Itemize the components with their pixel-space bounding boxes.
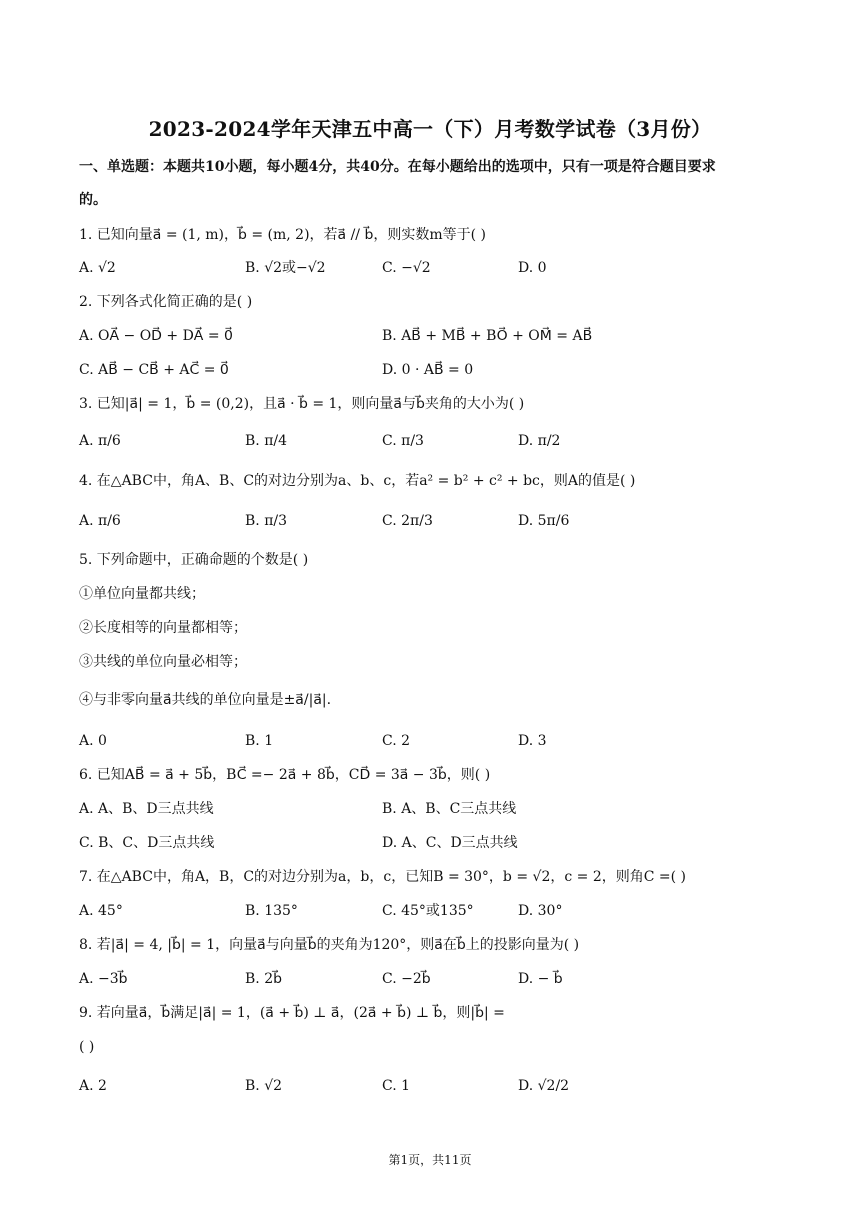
q8-option-c: C. −2b⃗ (382, 971, 431, 987)
page-title: 2023-2024学年天津五中高一（下）月考数学试卷（3月份） (148, 117, 712, 141)
q1-option-d: D. 0 (518, 260, 547, 276)
q1-option-b: B. √2或−√2 (245, 260, 326, 276)
q6-option-d: D. A、C、D三点共线 (382, 835, 518, 851)
q9-option-a: A. 2 (79, 1078, 107, 1094)
q5-option-d: D. 3 (518, 733, 547, 749)
question-9-stem: 9. 若向量a⃗，b⃗满足|a⃗| = 1，(a⃗ + b⃗) ⊥ a⃗，(2a⃗ + b⃗) ⊥ b⃗，则|b⃗| = (79, 1005, 505, 1021)
q5-statement-1: ①单位向量都共线； (79, 586, 205, 602)
q8-option-a: A. −3b⃗ (79, 971, 128, 987)
section-heading-cont: 的。 (79, 192, 107, 208)
q4-option-b: B. π/3 (245, 513, 288, 529)
q9-option-b: B. √2 (245, 1078, 283, 1094)
q9-option-d: D. √2/2 (518, 1078, 570, 1094)
question-9-stem-cont: ( ) (79, 1039, 95, 1055)
question-5-stem: 5. 下列命题中，正确命题的个数是( ) (79, 552, 309, 568)
q1-option-a: A. √2 (79, 260, 116, 276)
question-3-stem: 3. 已知|a⃗| = 1，b⃗ = (0,2)，且a⃗ · b⃗ = 1，则向量a⃗与b⃗夹角的大小为( ) (79, 396, 525, 412)
q1-option-c: C. −√2 (382, 260, 431, 276)
q4-option-c: C. 2π/3 (382, 513, 433, 529)
q5-option-b: B. 1 (245, 733, 274, 749)
q7-option-d: D. 30° (518, 903, 563, 919)
q3-option-c: C. π/3 (382, 433, 424, 449)
q7-option-c: C. 45°或135° (382, 903, 474, 919)
question-6-stem: 6. 已知AB⃗ = a⃗ + 5b⃗，BC⃗ =− 2a⃗ + 8b⃗，CD⃗ = 3a⃗ − 3b⃗，则( ) (79, 767, 491, 783)
q7-option-a: A. 45° (79, 903, 123, 919)
q7-option-b: B. 135° (245, 903, 298, 919)
q5-statement-4: ④与非零向量a⃗共线的单位向量是±a⃗/|a⃗|. (79, 692, 332, 708)
q5-statement-3: ③共线的单位向量必相等； (79, 654, 247, 670)
q5-statement-2: ②长度相等的向量都相等； (79, 620, 247, 636)
q2-option-c: C. AB⃗ − CB⃗ + AC⃗ = 0⃗ (79, 362, 229, 378)
q3-option-d: D. π/2 (518, 433, 561, 449)
q3-option-b: B. π/4 (245, 433, 288, 449)
q5-option-a: A. 0 (79, 733, 107, 749)
question-4-stem: 4. 在△ABC中，角A、B、C的对边分别为a、b、c，若a² = b² + c² + bc，则A的值是( ) (79, 473, 636, 489)
q2-option-b: B. AB⃗ + MB⃗ + BO⃗ + OM⃗ = AB⃗ (382, 328, 593, 344)
q4-option-d: D. 5π/6 (518, 513, 570, 529)
question-2-stem: 2. 下列各式化简正确的是( ) (79, 294, 253, 310)
question-8-stem: 8. 若|a⃗| = 4, |b⃗| = 1，向量a⃗与向量b⃗的夹角为120°，则a⃗在b⃗上的投影向量为( ) (79, 937, 580, 953)
q6-option-b: B. A、B、C三点共线 (382, 801, 517, 817)
q3-option-a: A. π/6 (79, 433, 121, 449)
page-footer: 第1页，共11页 (388, 1153, 472, 1167)
q2-option-d: D. 0 · AB⃗ = 0 (382, 362, 474, 378)
question-1-stem: 1. 已知向量a⃗ = (1, m)，b⃗ = (m, 2)，若a⃗ // b⃗，则实数m等于( ) (79, 227, 486, 243)
section-heading: 一、单选题：本题共10小题，每小题4分，共40分。在每小题给出的选项中，只有一项是符合题目要求 (79, 159, 716, 175)
q6-option-c: C. B、C、D三点共线 (79, 835, 215, 851)
q6-option-a: A. A、B、D三点共线 (79, 801, 214, 817)
q4-option-a: A. π/6 (79, 513, 121, 529)
q8-option-d: D. − b⃗ (518, 971, 563, 987)
q8-option-b: B. 2b⃗ (245, 971, 282, 987)
q9-option-c: C. 1 (382, 1078, 411, 1094)
q2-option-a: A. OA⃗ − OD⃗ + DA⃗ = 0⃗ (79, 328, 233, 344)
q5-option-c: C. 2 (382, 733, 411, 749)
question-7-stem: 7. 在△ABC中，角A，B，C的对边分别为a，b，c，已知B = 30°，b = √2，c = 2，则角C =( ) (79, 869, 687, 885)
